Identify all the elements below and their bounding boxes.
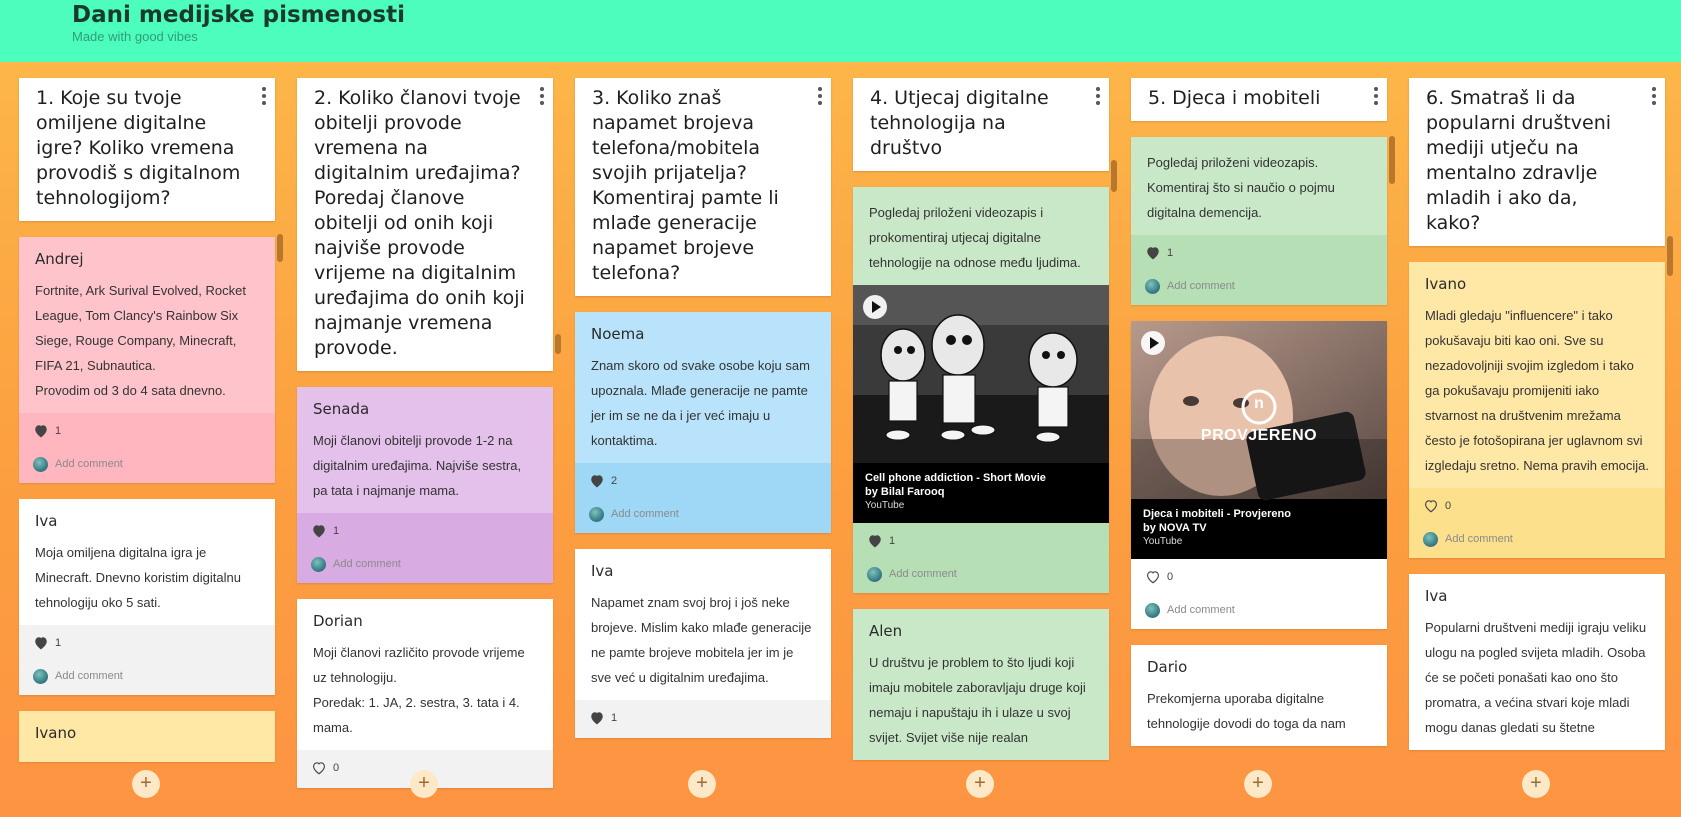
post-author: Ivano (35, 724, 77, 742)
video-source: YouTube (865, 500, 905, 511)
avatar (33, 669, 48, 684)
post-text: Popularni društveni mediji igraju veliku ulogu na pogled svijeta mladih. Osoba će se početi ponašati kao ono što promatra, a većina stvari koje mladi mogu danas gledati su štetne (1425, 620, 1647, 735)
column-header (853, 78, 1109, 171)
post-author: Ivano (1425, 275, 1467, 293)
like-button[interactable] (1423, 496, 1651, 516)
avatar (1145, 603, 1160, 618)
video-author: by NOVA TV (1143, 522, 1207, 534)
like-count: 0 (333, 762, 340, 774)
post-card[interactable] (19, 499, 275, 695)
heart-outline-icon (311, 761, 327, 775)
column-title: 6. Smatraš li da popularni društveni mediji utječu na mentalno zdravlje mladih i ako da, kako? (1426, 87, 1612, 234)
post-text: Moji članovi različito provode vrijeme uz tehnologiju. Poredak: 1. JA, 2. sestra, 3. tata i 4. mama. (313, 645, 525, 735)
post-card[interactable] (853, 609, 1109, 760)
video-thumbnail[interactable] (1131, 321, 1387, 499)
post-text: Znam skoro od svake osobe koju sam upoznala. Mlađe generacije ne pamte jer im se ne da i jer već imaju u kontaktima. (591, 358, 810, 448)
scrollbar[interactable] (1667, 236, 1673, 276)
post-author: Alen (869, 622, 903, 640)
scrollbar[interactable] (1389, 136, 1395, 184)
post-card[interactable] (1409, 574, 1665, 750)
column-title: 3. Koliko znaš napamet brojeva telefona/mobitela svojih prijatelja? Komentiraj pamte li mlađe generacije napamet brojeve telefona? (592, 87, 779, 284)
video-thumbnail[interactable] (853, 285, 1109, 463)
post-card[interactable] (1131, 321, 1387, 629)
column-header (19, 78, 275, 221)
post-card[interactable] (297, 599, 553, 788)
video-overlay-text: PROVJERENO (1200, 427, 1318, 444)
like-count: 2 (611, 475, 618, 487)
post-text: Mladi gledaju "influencere" i tako pokušavaju biti kao oni. Sve su nezadovoljniji svojim izgledom i tako ga pokušavaju promijeniti iako stvarnost na društvenim mrežama često je fotošopirana jer uglavnom svi izgledaju sretno. Nema pravih emocija. (1425, 308, 1649, 473)
heart-icon (33, 636, 49, 650)
video-embed[interactable] (1131, 321, 1387, 559)
like-count: 1 (1167, 247, 1174, 259)
like-button[interactable] (311, 521, 539, 541)
video-title[interactable]: Djeca i mobiteli - Provjereno (1143, 508, 1291, 520)
add-comment-link[interactable]: Add comment (1445, 533, 1513, 545)
post-card[interactable] (19, 237, 275, 483)
post-author: Iva (35, 512, 58, 530)
scrollbar[interactable] (1111, 160, 1117, 192)
like-button[interactable] (33, 421, 261, 441)
column-header (575, 78, 831, 296)
add-comment-link[interactable]: Add comment (1167, 280, 1235, 292)
video-author: by Bilal Farooq (865, 486, 945, 498)
add-post-button[interactable]: + (410, 770, 438, 798)
post-text: Pogledaj priloženi videozapis. Komentiraj što si naučio o pojmu digitalna demencija. (1147, 155, 1335, 220)
video-title[interactable]: Cell phone addiction - Short Movie (865, 472, 1046, 484)
post-author: Dario (1147, 658, 1188, 676)
post-text: Pogledaj priloženi videozapis i prokomentiraj utjecaj digitalne tehnologije na odnose među ljudima. (869, 205, 1081, 270)
column-title: 2. Koliko članovi tvoje obitelji provode vremena na digitalnim uređajima? Poredaj članove obitelji od onih koji najviše provode vrijeme na digitalnim uređajima do onih koji najmanje vremena provode. (314, 87, 525, 359)
column-4 (853, 78, 1109, 754)
post-text: Fortnite, Ark Surival Evolved, Rocket League, Tom Clancy's Rainbow Six Siege, Rouge Company, Minecraft, FIFA 21, Subnautica. Provodim od 3 do 4 sata dnevno. (35, 283, 246, 398)
heart-icon (589, 474, 605, 488)
heart-icon (589, 711, 605, 725)
post-text: Napamet znam svoj broj i još neke brojeve. Mislim kako mlađe generacije ne pamte brojeve mobitela jer im je sve već u digitalnim uređajima. (591, 595, 812, 685)
post-text: U društvu je problem to što ljudi koji imaju mobitele zaboravljaju druge koji nemaju i napuštaju ih i ulaze u svoj svijet. Svijet više nije realan (869, 655, 1086, 745)
column-title: 1. Koje su tvoje omiljene digitalne igre? Koliko vremena provodiš s digitalnom tehnologijom? (36, 87, 241, 209)
more-vert-icon[interactable] (1373, 87, 1379, 105)
post-author: Iva (591, 562, 614, 580)
add-post-button[interactable]: + (688, 770, 716, 798)
more-vert-icon[interactable] (1651, 87, 1657, 105)
more-vert-icon[interactable] (539, 87, 545, 105)
post-card[interactable] (1409, 262, 1665, 558)
heart-icon (867, 534, 883, 548)
post-card[interactable] (1131, 137, 1387, 305)
column-1 (19, 78, 275, 754)
post-card[interactable] (575, 549, 831, 738)
add-comment-link[interactable]: Add comment (55, 670, 123, 682)
video-source: YouTube (1143, 536, 1183, 547)
like-button[interactable] (1145, 567, 1373, 587)
like-count: 0 (1445, 500, 1452, 512)
post-card[interactable] (575, 312, 831, 533)
post-card[interactable] (297, 387, 553, 583)
post-author: Noema (591, 325, 645, 343)
play-icon[interactable] (863, 295, 887, 319)
add-comment-link[interactable]: Add comment (1167, 604, 1235, 616)
heart-outline-icon (1145, 570, 1161, 584)
column-5 (1131, 78, 1387, 754)
board-subtitle: Made with good vibes (72, 29, 198, 44)
add-post-button[interactable]: + (1244, 770, 1272, 798)
add-post-button[interactable]: + (132, 770, 160, 798)
like-count: 1 (333, 525, 340, 537)
avatar (1145, 279, 1160, 294)
avatar (867, 567, 882, 582)
like-button[interactable] (867, 531, 1095, 551)
column-2 (297, 78, 553, 774)
scrollbar[interactable] (555, 334, 561, 354)
board-title: Dani medijske pismenosti (72, 2, 405, 28)
column-title: 5. Djeca i mobiteli (1148, 87, 1321, 109)
post-text: Prekomjerna uporaba digitalne tehnologije dovodi do toga da nam (1147, 691, 1346, 731)
column-3 (575, 78, 831, 754)
like-count: 1 (55, 637, 62, 649)
avatar (33, 457, 48, 472)
nova-logo: n (1254, 395, 1264, 412)
like-button[interactable] (33, 633, 261, 653)
column-header (297, 78, 553, 371)
like-count: 0 (1167, 571, 1174, 583)
more-vert-icon[interactable] (1095, 87, 1101, 105)
avatar (589, 507, 604, 522)
more-vert-icon[interactable] (817, 87, 823, 105)
post-author: Senada (313, 400, 370, 418)
heart-outline-icon (1423, 499, 1439, 513)
post-card[interactable] (19, 711, 275, 762)
post-card[interactable] (853, 187, 1109, 593)
video-embed[interactable] (853, 285, 1109, 523)
column-6 (1409, 78, 1665, 754)
column-header (1409, 78, 1665, 246)
column-header (1131, 78, 1387, 121)
heart-icon (311, 524, 327, 538)
add-comment-link[interactable]: Add comment (55, 458, 123, 470)
like-count: 1 (611, 712, 618, 724)
post-text: Moja omiljena digitalna igra je Minecraft. Dnevno koristim digitalnu tehnologiju oko 5 sati. (35, 545, 241, 610)
post-author: Andrej (35, 250, 84, 268)
like-button[interactable] (1145, 243, 1373, 263)
heart-icon (1145, 246, 1161, 260)
more-vert-icon[interactable] (261, 87, 267, 105)
heart-icon (33, 424, 49, 438)
scrollbar[interactable] (277, 234, 283, 262)
play-icon[interactable] (1141, 331, 1165, 355)
add-comment-link[interactable]: Add comment (889, 568, 957, 580)
like-count: 1 (55, 425, 62, 437)
like-count: 1 (889, 535, 896, 547)
board-header (0, 0, 1681, 62)
like-button[interactable] (589, 471, 817, 491)
like-button[interactable] (589, 708, 817, 728)
post-author: Iva (1425, 587, 1448, 605)
add-comment-link[interactable]: Add comment (611, 508, 679, 520)
post-author: Dorian (313, 612, 363, 630)
video-thumbnail-image (853, 285, 1109, 463)
avatar (311, 557, 326, 572)
avatar (1423, 532, 1438, 547)
post-card[interactable] (1131, 645, 1387, 746)
add-post-button[interactable]: + (1522, 770, 1550, 798)
add-comment-link[interactable]: Add comment (333, 558, 401, 570)
post-text: Moji članovi obitelji provode 1-2 na digitalnim uređajima. Najviše sestra, pa tata i najmanje mama. (313, 433, 522, 498)
add-post-button[interactable]: + (966, 770, 994, 798)
column-title: 4. Utjecaj digitalne tehnologija na društvo (870, 87, 1049, 159)
